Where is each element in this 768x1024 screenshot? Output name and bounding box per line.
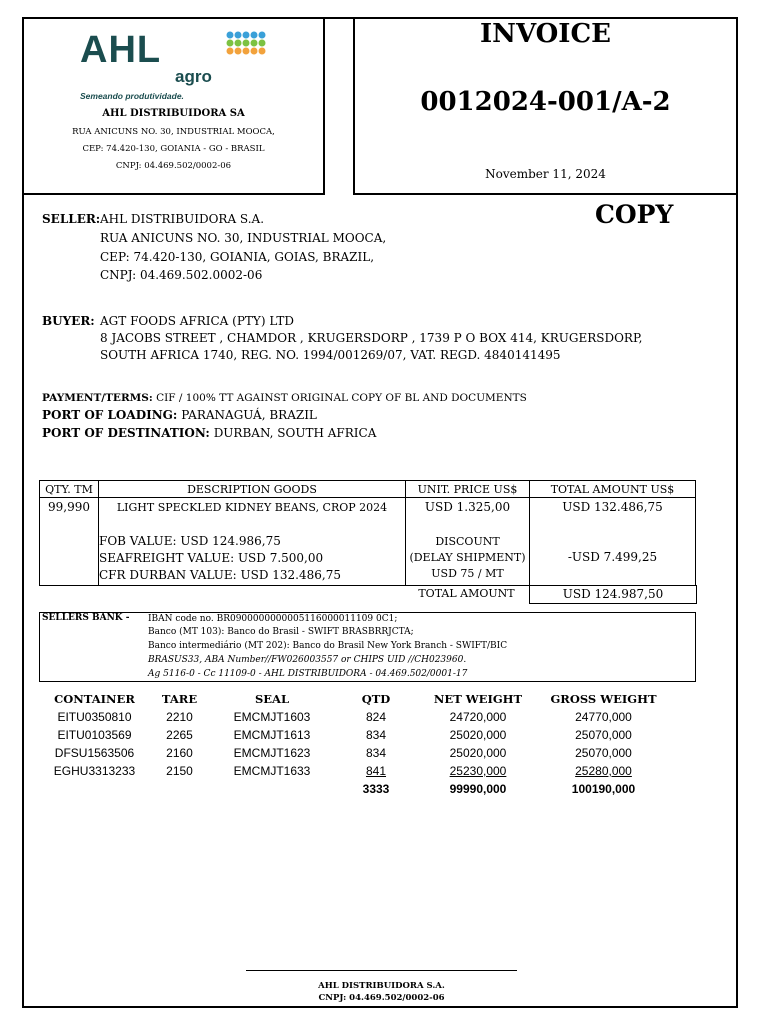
buyer-line-2: 8 JACOBS STREET , CHAMDOR , KRUGERSDORP , 1739 P O BOX 414, KRUGERSDORP,	[100, 331, 643, 345]
tare-header: TARE	[161, 692, 198, 706]
invoice-number: 0012024-001/A-2	[420, 87, 671, 117]
buyer-line-3: SOUTH AFRICA 1740, REG. NO. 1994/001269/07, VAT. REGD. 4840141495	[100, 348, 561, 362]
invoice-header-box	[353, 17, 738, 195]
seller-line-4: CNPJ: 04.469.502.0002-06	[100, 268, 263, 282]
totals-row	[42, 780, 671, 798]
port-of-loading-label: PORT OF LOADING:	[42, 408, 178, 422]
seal: EMCMJT1613	[233, 728, 311, 742]
buyer-line-1: AGT FOODS AFRICA (PTY) LTD	[100, 314, 294, 328]
table-row	[42, 744, 671, 762]
qtd: 834	[365, 746, 387, 760]
discount-rate: USD 75 / MT	[431, 567, 504, 580]
payment-terms-label: PAYMENT/TERMS:	[42, 392, 153, 404]
net-weight: 25020,000	[449, 728, 507, 742]
container-id: EITU0103569	[57, 728, 132, 742]
invoice-date: November 11, 2024	[485, 167, 606, 181]
goods-total: USD 132.486,75	[562, 500, 663, 514]
signature-line	[246, 970, 517, 971]
table-row	[42, 708, 671, 726]
port-of-destination	[42, 426, 376, 440]
gross-weight-total: 100190,000	[571, 782, 636, 796]
container-id: EITU0350810	[57, 710, 132, 724]
goods-header-unit-price: UNIT. PRICE US$	[406, 481, 530, 498]
payment-terms-value: CIF / 100% TT AGAINST ORIGINAL COPY OF BL AND DOCUMENTS	[156, 392, 527, 404]
gross-weight-header: GROSS WEIGHT	[550, 692, 657, 706]
goods-header-qty: QTY. TM	[40, 481, 99, 498]
logo-slogan: Semeando produtividade.	[80, 91, 184, 101]
goods-seafreight: SEAFREIGHT VALUE: USD 7.500,00	[99, 551, 324, 565]
goods-unit-price: USD 1.325,00	[424, 500, 511, 514]
seller-line-3: CEP: 74.420-130, GOIANIA, GOIAS, BRAZIL,	[100, 250, 375, 264]
goods-table	[39, 480, 696, 586]
footer-cnpj: CNPJ: 04.469.502/0002-06	[318, 993, 445, 1003]
total-amount-label: TOTAL AMOUNT	[418, 587, 515, 600]
seal-header: SEAL	[254, 692, 290, 706]
buyer-label: BUYER:	[42, 314, 95, 328]
net-weight: 25020,000	[449, 746, 507, 760]
goods-cfr: CFR DURBAN VALUE: USD 132.486,75	[99, 568, 341, 582]
goods-table-wrap	[39, 480, 697, 601]
container-table	[42, 690, 671, 798]
gross-weight: 25070,000	[575, 746, 632, 760]
logo-grid-icon	[226, 31, 266, 55]
sellers-bank-label: SELLERS BANK -	[42, 613, 130, 623]
goods-header-total: TOTAL AMOUNT US$	[530, 481, 696, 498]
net-weight-header: NET WEIGHT	[433, 692, 523, 706]
company-address-2: CEP: 74.420-130, GOIANIA - GO - BRASIL	[82, 144, 265, 154]
table-row	[42, 762, 671, 780]
company-cnpj: CNPJ: 04.469.502/0002-06	[115, 161, 232, 171]
goods-unit-price-cell	[406, 498, 530, 586]
goods-fob: FOB VALUE: USD 124.986,75	[99, 534, 281, 548]
gross-weight: 24770,000	[575, 710, 632, 724]
bank-line-5: Ag 5116-0 - Cc 11109-0 - AHL DISTRIBUIDORA - 04.469.502/0001-17	[148, 669, 468, 679]
tare: 2150	[166, 764, 193, 778]
port-of-destination-label: PORT OF DESTINATION:	[42, 426, 210, 440]
company-logo	[80, 29, 270, 104]
seal: EMCMJT1603	[233, 710, 311, 724]
goods-total-cell	[530, 498, 696, 586]
net-weight: 24720,000	[449, 710, 507, 724]
net-weight: 25230,000	[449, 764, 507, 778]
discount-label: DISCOUNT	[435, 535, 500, 548]
qtd: 824	[365, 710, 387, 724]
seal: EMCMJT1633	[233, 764, 311, 778]
goods-header-description: DESCRIPTION GOODS	[99, 481, 406, 498]
gross-weight: 25070,000	[575, 728, 632, 742]
total-amount-value: USD 124.987,50	[529, 585, 697, 604]
bank-line-4: BRASUS33, ABA Number//FW026003557 or CHIPS UID //CH023960.	[148, 655, 467, 665]
seal: EMCMJT1623	[233, 746, 311, 760]
company-header-box	[22, 17, 325, 195]
seller-line-1: AHL DISTRIBUIDORA S.A.	[100, 212, 265, 226]
gross-weight: 25280,000	[575, 764, 632, 778]
tare: 2265	[166, 728, 193, 742]
qtd: 841	[365, 764, 387, 778]
footer-company-name: AHL DISTRIBUIDORA S.A.	[318, 981, 445, 991]
logo-text: AHL	[80, 29, 162, 71]
payment-terms	[42, 392, 527, 404]
table-row	[42, 726, 671, 744]
bank-line-1: IBAN code no. BR0900000000005116000011109 0C1;	[148, 614, 398, 624]
copy-stamp: COPY	[595, 200, 674, 229]
qtd-header: QTD	[361, 692, 391, 706]
container-id: DFSU1563506	[54, 746, 135, 760]
invoice-label: INVOICE	[480, 19, 611, 49]
seller-label: SELLER:	[42, 212, 101, 226]
discount-amount: -USD 7.499,25	[567, 550, 658, 564]
container-header: CONTAINER	[54, 692, 135, 706]
sellers-bank-box	[39, 612, 696, 682]
container-id: EGHU3313233	[53, 764, 136, 778]
tare: 2160	[166, 746, 193, 760]
port-of-loading	[42, 408, 317, 422]
discount-reason: (DELAY SHIPMENT)	[409, 551, 526, 564]
company-address-1: RUA ANICUNS NO. 30, INDUSTRIAL MOOCA,	[72, 127, 275, 137]
net-weight-total: 99990,000	[449, 782, 507, 796]
seller-line-2: RUA ANICUNS NO. 30, INDUSTRIAL MOOCA,	[100, 231, 387, 245]
tare: 2210	[166, 710, 193, 724]
qtd-total: 3333	[362, 782, 390, 796]
port-of-destination-value: DURBAN, SOUTH AFRICA	[213, 426, 377, 440]
goods-description: LIGHT SPECKLED KIDNEY BEANS, CROP 2024	[116, 501, 388, 514]
company-name: AHL DISTRIBUIDORA SA	[102, 108, 245, 119]
bank-line-2: Banco (MT 103): Banco do Brasil - SWIFT BRASBRRJCTA;	[148, 627, 414, 637]
logo-sub: agro	[175, 67, 212, 86]
port-of-loading-value: PARANAGUÁ, BRAZIL	[181, 408, 317, 422]
qtd: 834	[365, 728, 387, 742]
bank-line-3: Banco intermediário (MT 202): Banco do Brasil New York Branch - SWIFT/BIC	[148, 641, 508, 651]
goods-qty: 99,990	[40, 498, 99, 586]
goods-description-cell	[99, 498, 406, 586]
